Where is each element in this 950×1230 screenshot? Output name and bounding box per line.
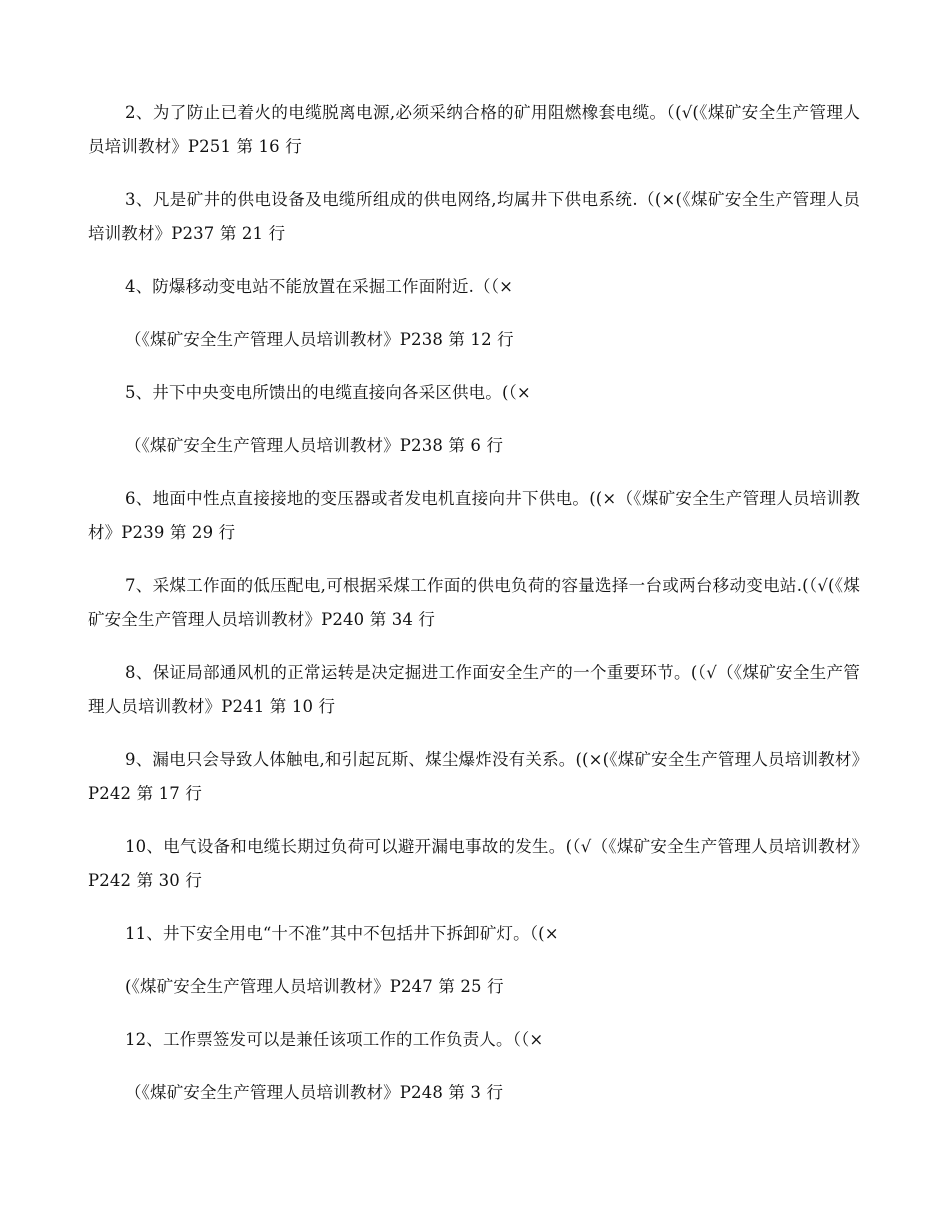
question-2: 2、为了防止已着火的电缆脱离电源,必须采纳合格的矿用阻燃橡套电缆。（(√(《煤矿安全生产管理人员培训教材》P251 第 16 行: [88, 103, 860, 156]
question-12-reference: （《煤矿安全生产管理人员培训教材》P248 第 3 行: [125, 1083, 504, 1102]
question-5-reference: （《煤矿安全生产管理人员培训教材》P238 第 6 行: [125, 436, 504, 455]
question-4: 4、防爆移动变电站不能放置在采掘工作面附近.（（×: [125, 277, 514, 296]
question-6: 6、地面中性点直接接地的变压器或者发电机直接向井下供电。((×（《煤矿安全生产管理人员培训教材》P239 第 29 行: [88, 489, 860, 542]
question-8: 8、保证局部通风机的正常运转是决定掘进工作面安全生产的一个重要环节。(（√（《煤矿安全生产管理人员培训教材》P241 第 10 行: [88, 663, 860, 716]
question-7: 7、采煤工作面的低压配电,可根据采煤工作面的供电负荷的容量选择一台或两台移动变电站.(（√(《煤矿安全生产管理人员培训教材》P240 第 34 行: [88, 576, 860, 629]
question-11: 11、井下安全用电“十不准”其中不包括井下拆卸矿灯。（(×: [125, 924, 559, 943]
question-5: 5、井下中央变电所馈出的电缆直接向各采区供电。(（×: [125, 383, 531, 402]
question-10: 10、电气设备和电缆长期过负荷可以避开漏电事故的发生。(（√（《煤矿安全生产管理人员培训教材》P242 第 30 行: [88, 837, 860, 890]
question-4-reference: （《煤矿安全生产管理人员培训教材》P238 第 12 行: [125, 330, 514, 349]
question-12: 12、工作票签发可以是兼任该项工作的工作负责人。（（×: [125, 1030, 544, 1049]
question-9: 9、漏电只会导致人体触电,和引起瓦斯、煤尘爆炸没有关系。((×(《煤矿安全生产管理人员培训教材》P242 第 17 行: [88, 750, 860, 803]
question-3: 3、凡是矿井的供电设备及电缆所组成的供电网络,均属井下供电系统.（(×(《煤矿安全生产管理人员培训教材》P237 第 21 行: [88, 190, 860, 243]
document-page: [88, 96, 860, 1129]
question-11-reference: (《煤矿安全生产管理人员培训教材》P247 第 25 行: [125, 977, 504, 996]
